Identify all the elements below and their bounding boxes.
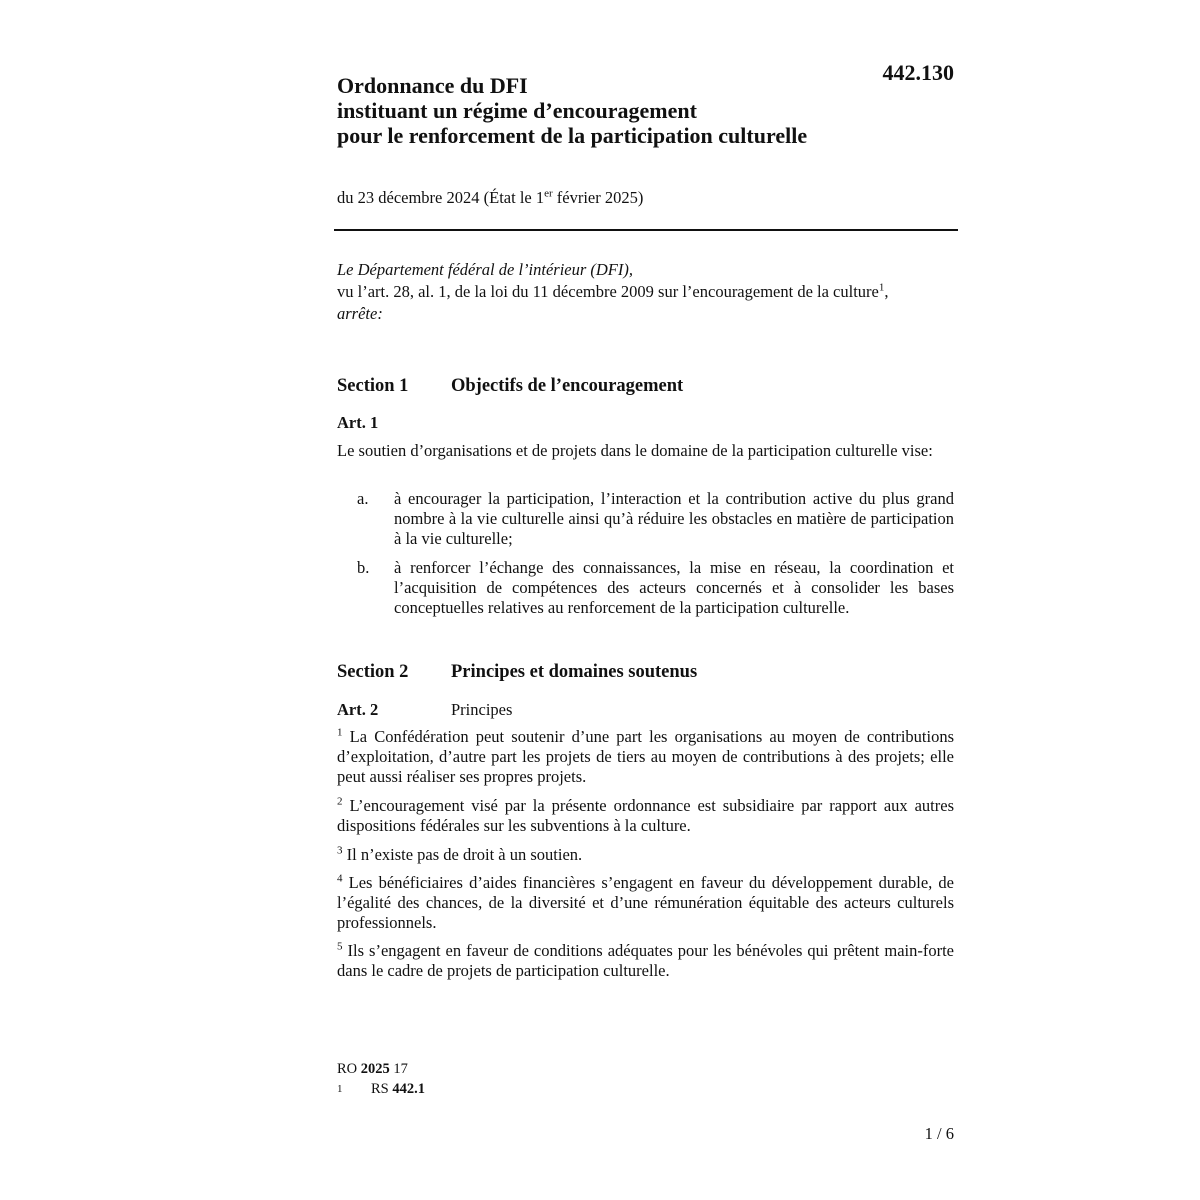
title-line-3: pour le renforcement de la participation culturelle: [337, 123, 808, 148]
section-1-heading: [337, 375, 683, 397]
article-1-heading: [337, 413, 451, 433]
title-line-1: Ordonnance du DFI: [337, 73, 528, 98]
official-compilation-ref: [337, 1059, 425, 1079]
article-2-paragraph-5: [337, 941, 954, 981]
date-prefix: du 23 décembre 2024 (État le 1: [337, 188, 545, 207]
article-2-paragraph-2: [337, 796, 954, 836]
section-1-title: Objectifs de l’encouragement: [451, 376, 684, 396]
item-text: à renforcer l’échange des connaissances, la mise en réseau, la coordination et l’acquisition de compétences des acteurs concernés et à consolider les bases conceptuelles relatives au renforcement de la participation culturelle.: [394, 558, 954, 617]
paragraph-number: 2: [337, 795, 343, 808]
paragraph-text: La Confédération peut soutenir d’une part les organisations au moyen de contributions d’exploitation, d’autre part les projets de tiers au moyen de contributions à des projets; elle peut aussi réaliser ses propres projets.: [337, 727, 954, 786]
paragraph-text: L’encouragement visé par la présente ordonnance est subsidiaire par rapport aux autres dispositions fédérales sur les subventions à la culture.: [337, 796, 954, 835]
footnote-1-prefix: RS: [371, 1081, 393, 1097]
paragraph-number: 4: [337, 872, 343, 885]
item-label: a.: [357, 489, 369, 508]
article-1-number: Art. 1: [337, 413, 379, 432]
article-2-title: Principes: [451, 700, 513, 719]
legal-basis-end: ,: [884, 282, 889, 301]
footnote-1-link[interactable]: 442.1: [392, 1081, 425, 1097]
footnote-1: [337, 1079, 425, 1099]
article-2-paragraph-4: [337, 873, 954, 933]
ro-page: 17: [389, 1061, 408, 1077]
page-number: 1 / 6: [924, 1124, 954, 1143]
section-2-heading: [337, 661, 697, 683]
preamble-authority: Le Département fédéral de l’intérieur (DFI),: [337, 260, 634, 279]
item-text: à encourager la participation, l’interaction et la contribution active du plus grand nombre à la vie culturelle ainsi qu’à réduire les obstacles en matière de participation à la vie culturelle;: [394, 489, 954, 548]
legal-basis-text: vu l’art. 28, al. 1, de la loi du 11 décembre 2009 sur l’encouragement de la culture: [337, 282, 879, 301]
footnotes: [337, 1059, 425, 1099]
section-2-number: Section 2: [337, 662, 409, 682]
preamble-legal-basis: [337, 281, 957, 303]
date-suffix: février 2025): [552, 188, 644, 207]
section-1-number: Section 1: [337, 376, 409, 396]
date-superscript: er: [544, 187, 553, 200]
article-1-item-b: [357, 558, 954, 618]
article-2-heading: [337, 700, 512, 720]
preamble-decree: arrête:: [337, 304, 383, 323]
article-2-paragraph-1: [337, 727, 954, 787]
document-date: [337, 188, 643, 208]
paragraph-number: 3: [337, 844, 343, 857]
paragraph-number: 5: [337, 940, 343, 953]
paragraph-text: Les bénéficiaires d’aides financières s’engagent en faveur du développement durable, de l’égalité des chances, de la diversité et d’une rémunération équitable des acteurs culturels professionnels.: [337, 873, 954, 932]
article-1-intro: Le soutien d’organisations et de projets dans le domaine de la participation culturelle vise:: [337, 441, 933, 460]
paragraph-number: 1: [337, 726, 343, 739]
ro-prefix: RO: [337, 1061, 361, 1077]
footnote-1-mark: 1: [337, 1083, 343, 1095]
document-number: 442.130: [882, 60, 954, 85]
article-2-paragraph-3: [337, 845, 954, 865]
ro-year: 2025: [360, 1061, 390, 1077]
paragraph-text: Il n’existe pas de droit à un soutien.: [346, 845, 583, 864]
item-label: b.: [357, 558, 370, 577]
document-title: [337, 73, 937, 148]
footnote-ref-1[interactable]: 1: [878, 281, 885, 294]
article-2-number: Art. 2: [337, 700, 379, 719]
preamble: [337, 259, 957, 325]
article-1-item-a: [357, 489, 954, 549]
header-divider: [334, 229, 958, 231]
title-line-2: instituant un régime d’encouragement: [337, 98, 697, 123]
section-2-title: Principes et domaines soutenus: [451, 662, 698, 682]
paragraph-text: Ils s’engagent en faveur de conditions adéquates pour les bénévoles qui prêtent main-forte dans le cadre de projets de participation culturelle.: [337, 941, 954, 980]
